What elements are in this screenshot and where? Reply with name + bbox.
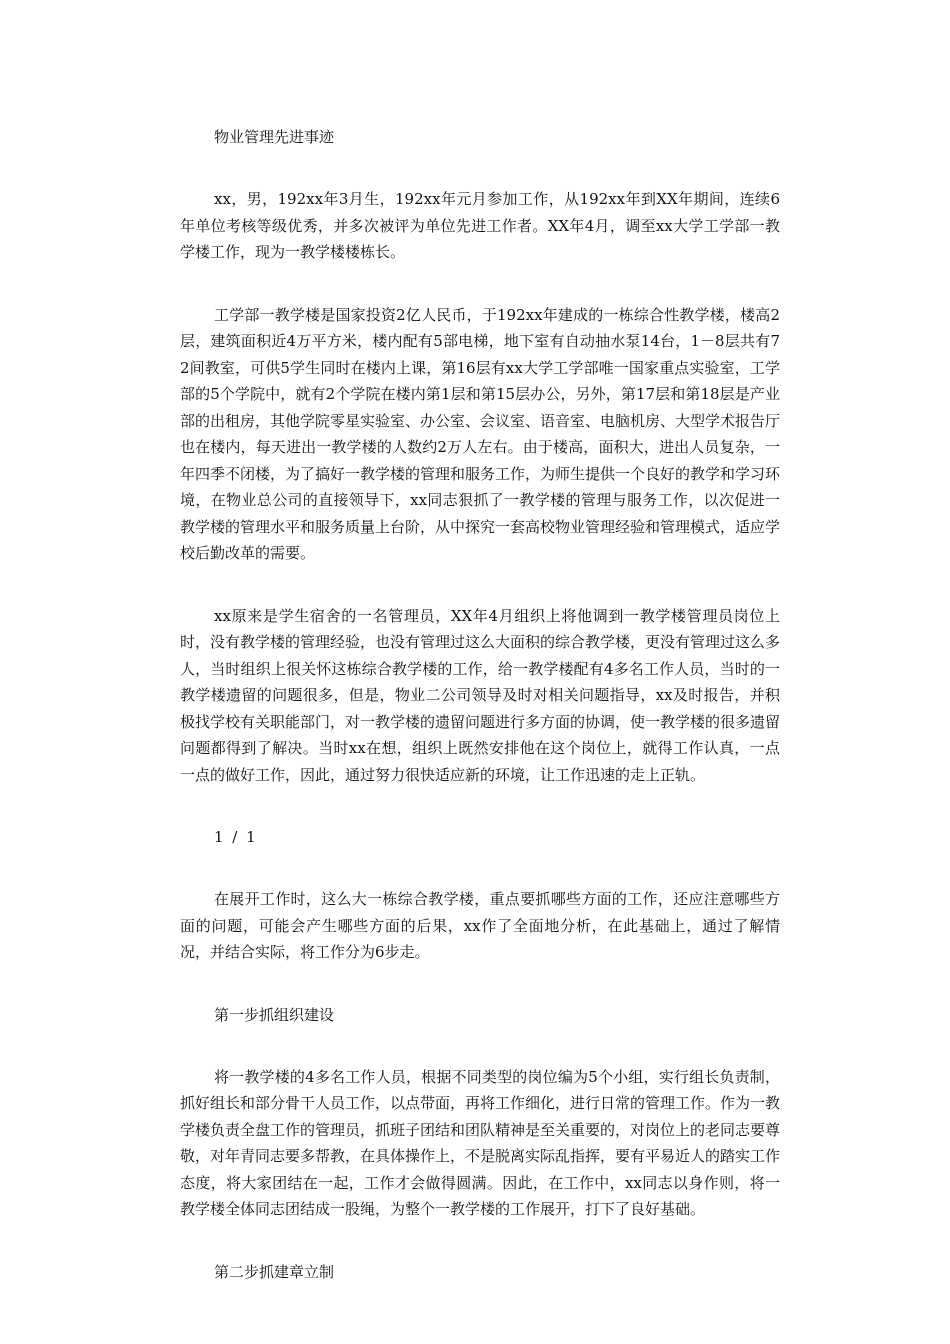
step1-heading: 第一步抓组织建设 xyxy=(214,1005,335,1024)
paragraph-intro: xx，男，192xx年3月生，192xx年元月参加工作，从192xx年到XX年期间，连续6年单位考核等级优秀，并多次被评为单位先进工作者。XX年4月，调至xx大学工学部一教学楼工作，现为一教学楼楼栋长。 xyxy=(180,190,780,261)
paragraph-plan: 在展开工作时，这么大一栋综合教学楼，重点要抓哪些方面的工作，还应注意哪些方面的问题，可能会产生哪些方面的后果，xx作了全面地分析，在此基础上，通过了解情况，并结合实际，将工作分为6步走。 xyxy=(180,890,780,961)
page-number: 1 / 1 xyxy=(214,828,258,846)
paragraph-building: 工学部一教学楼是国家投资2亿人民币，于192xx年建成的一栋综合性教学楼，楼高2层，建筑面积近4万平方米，楼内配有5部电梯，地下室有自动抽水泵14台，1－8层共有72间教室，可供5学生同时在楼内上课，第16层有xx大学工学部唯一国家重点实验室，工学部的5个学院中，就有2个学院在楼内第1层和第15层办公，另外，第17层和第18层是产业部的出租房，其他学院零星实验室、办公室、会议室、语音室、电脑机房、大型学术报告厅也在楼内，每天进出一教学楼的人数约2万人左右。由于楼高，面积大，进出人员复杂，一年四季不闭楼，为了搞好一教学楼的管理和服务工作，为师生提供一个良好的教学和学习环境，在物业总公司的直接领导下，xx同志狠抓了一教学楼的管理与服务工作，以次促进一教学楼的管理水平和服务质量上台阶，从中探究一套高校物业管理经验和管理模式，适应学校后勤改革的需要。 xyxy=(180,305,781,562)
document-body xyxy=(180,124,780,1321)
document-title: 物业管理先进事迹 xyxy=(214,128,335,146)
step1-paragraph: 将一教学楼的4多名工作人员，根据不同类型的岗位编为5个小组，实行组长负责制，抓好组长和部分骨干人员工作，以点带面，再将工作细化，进行日常的管理工作。作为一教学楼负责全盘工作的管理员，抓班子团结和团队精神是至关重要的，对岗位上的老同志要尊敬，对年青同志要多帮教，在具体操作上，不是脱离实际乱指挥，要有平易近人的踏实工作态度，将大家团结在一起，工作才会做得圆满。因此，在工作中，xx同志以身作则，将一教学楼全体同志团结成一股绳，为整个一教学楼的工作展开，打下了良好基础。 xyxy=(180,1067,781,1218)
step2-heading: 第二步抓建章立制 xyxy=(214,1262,335,1281)
paragraph-background: xx原来是学生宿舍的一名管理员，XX年4月组织上将他调到一教学楼管理员岗位上时，没有教学楼的管理经验，也没有管理过这么大面积的综合教学楼，更没有管理过这么多人，当时组织上很关怀这栋综合教学楼的工作，给一教学楼配有4多名工作人员，当时的一教学楼遗留的问题很多，但是，物业二公司领导及时对相关问题指导，xx及时报告，并积极找学校有关职能部门，对一教学楼的遗留问题进行多方面的协调，使一教学楼的很多遗留问题都得到了解决。当时xx在想，组织上既然安排他在这个岗位上，就得工作认真，一点一点的做好工作，因此，通过努力很快适应新的环境，让工作迅速的走上正轨。 xyxy=(180,606,781,784)
